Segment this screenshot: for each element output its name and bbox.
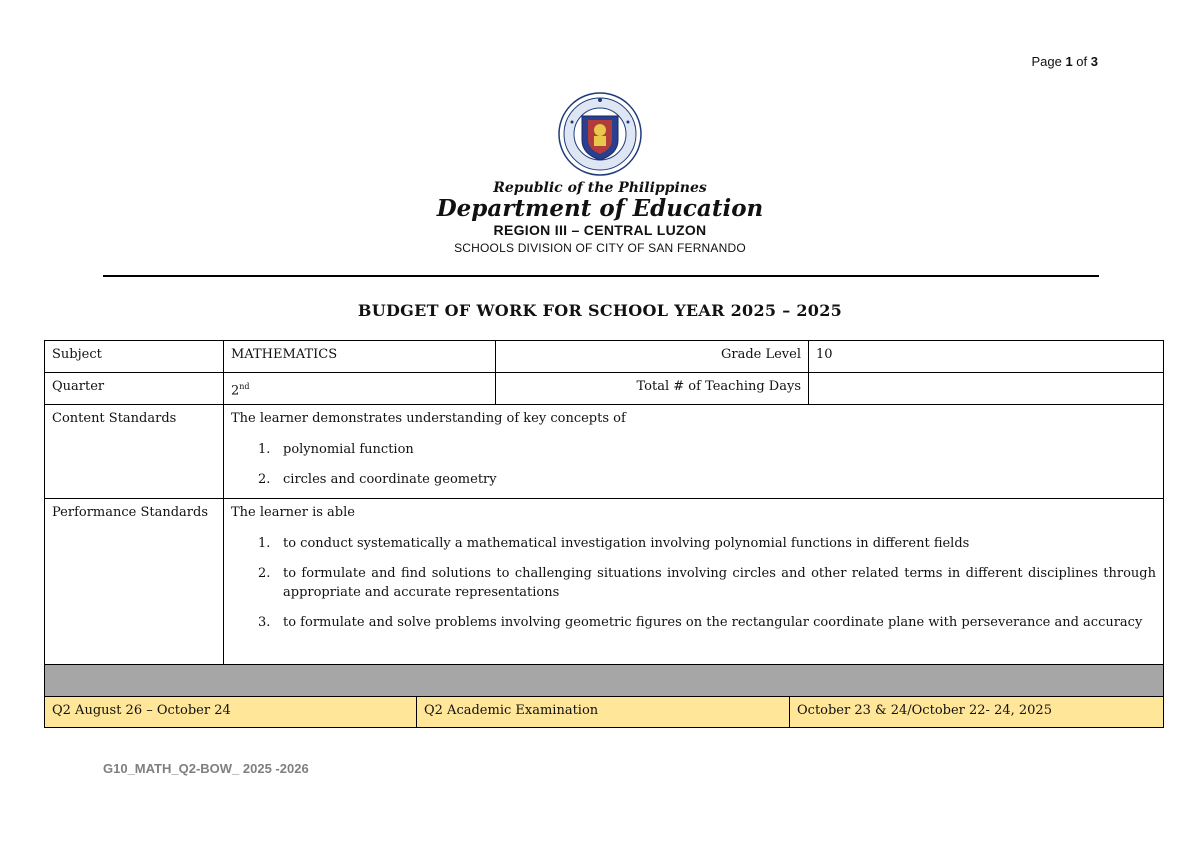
separator-band [44,664,1164,697]
department-line: Department of Education [436,195,764,222]
performance-standards-value [223,498,1164,665]
exam-label: Q2 Academic Examination [416,696,790,728]
list-item: 2. to formulate and find solutions to challenging situations involving circles and other related terms in different disciplines through appropriate and accurate representations [258,566,1156,600]
content-standards-intro: The learner demonstrates understanding of key concepts of [231,411,626,426]
document-title: BUDGET OF WORK FOR SCHOOL YEAR 2025 – 2025 [357,301,843,320]
quarter-value: 2nd [223,372,496,405]
subject-value: MATHEMATICS [223,340,496,373]
division-line: SCHOOLS DIVISION OF CITY OF SAN FERNANDO [454,241,746,255]
grade-level-value: 10 [808,340,1164,373]
quarter-schedule: Q2 August 26 – October 24 [44,696,417,728]
list-item: 2. circles and coordinate geometry [258,472,497,487]
teaching-days-value [808,372,1164,405]
content-standards-label: Content Standards [44,404,224,499]
page-number: Page 1 of 3 [1031,54,1098,69]
footer-code: G10_MATH_Q2-BOW_ 2025 -2026 [103,761,309,776]
teaching-days-label: Total # of Teaching Days [495,372,809,405]
list-item: 1. polynomial function [258,442,414,457]
quarter-label: Quarter [44,372,224,405]
republic-line: Republic of the Philippines [493,180,707,196]
grade-level-label: Grade Level [495,340,809,373]
content-standards-value [223,404,1164,499]
list-item: 1. to conduct systematically a mathematical investigation involving polynomial functions in different fields [258,536,970,551]
header-divider [103,275,1099,277]
deped-seal-icon [558,92,642,176]
exam-dates: October 23 & 24/October 22- 24, 2025 [789,696,1164,728]
region-line: REGION III – CENTRAL LUZON [493,222,707,238]
performance-standards-label: Performance Standards [44,498,224,665]
list-item: 3. to formulate and solve problems involving geometric figures on the rectangular coordinate plane with perseverance and accuracy [258,615,1143,630]
performance-standards-intro: The learner is able [231,505,355,520]
subject-label: Subject [44,340,224,373]
